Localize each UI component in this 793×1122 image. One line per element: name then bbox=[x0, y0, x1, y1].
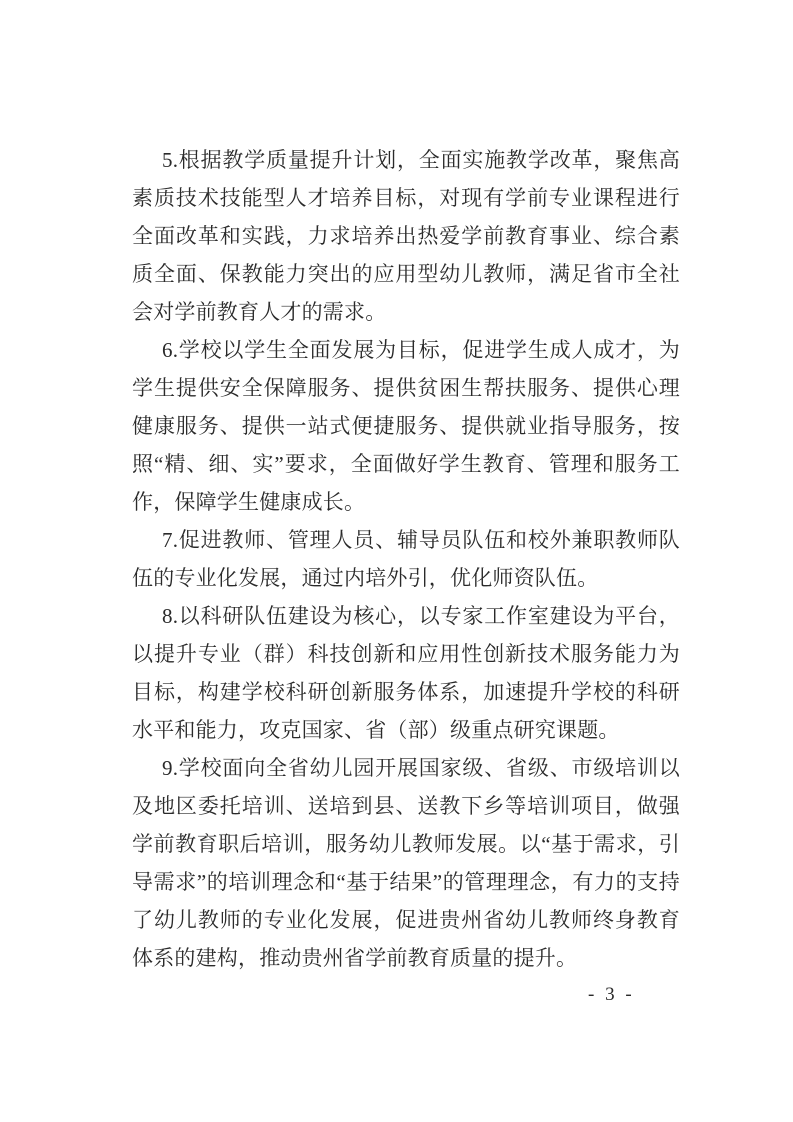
paragraph-5: 5.根据教学质量提升计划，全面实施教学改革，聚焦高素质技术技能型人才培养目标，对现有学前专业课程进行全面改革和实践，力求培养出热爱学前教育事业、综合素质全面、保教能力突出的应用型幼儿教师，满足省市全社会对学前教育人才的需求。 bbox=[132, 148, 680, 324]
paragraph-6: 6.学校以学生全面发展为目标，促进学生成人成才，为学生提供安全保障服务、提供贫困生帮扶服务、提供心理健康服务、提供一站式便捷服务、提供就业指导服务，按照“精、细、实”要求，全面做好学生教育、管理和服务工作，保障学生健康成长。 bbox=[132, 338, 680, 514]
page-number: - 3 - bbox=[588, 984, 635, 1005]
paragraph-8: 8.以科研队伍建设为核心，以专家工作室建设为平台，以提升专业（群）科技创新和应用性创新技术服务能力为目标，构建学校科研创新服务体系，加速提升学校的科研水平和能力，攻克国家、省（部）级重点研究课题。 bbox=[132, 604, 680, 742]
paragraph-9: 9.学校面向全省幼儿园开展国家级、省级、市级培训以及地区委托培训、送培到县、送教下乡等培训项目，做强学前教育职后培训，服务幼儿教师发展。以“基于需求，引导需求”的培训理念和“基于结果”的管理理念，有力的支持了幼儿教师的专业化发展，促进贵州省幼儿教师终身教育体系的建构，推动贵州省学前教育质量的提升。 bbox=[132, 756, 680, 970]
document-body bbox=[132, 141, 680, 977]
paragraph-7: 7.促进教师、管理人员、辅导员队伍和校外兼职教师队伍的专业化发展，通过内培外引，优化师资队伍。 bbox=[132, 528, 680, 590]
